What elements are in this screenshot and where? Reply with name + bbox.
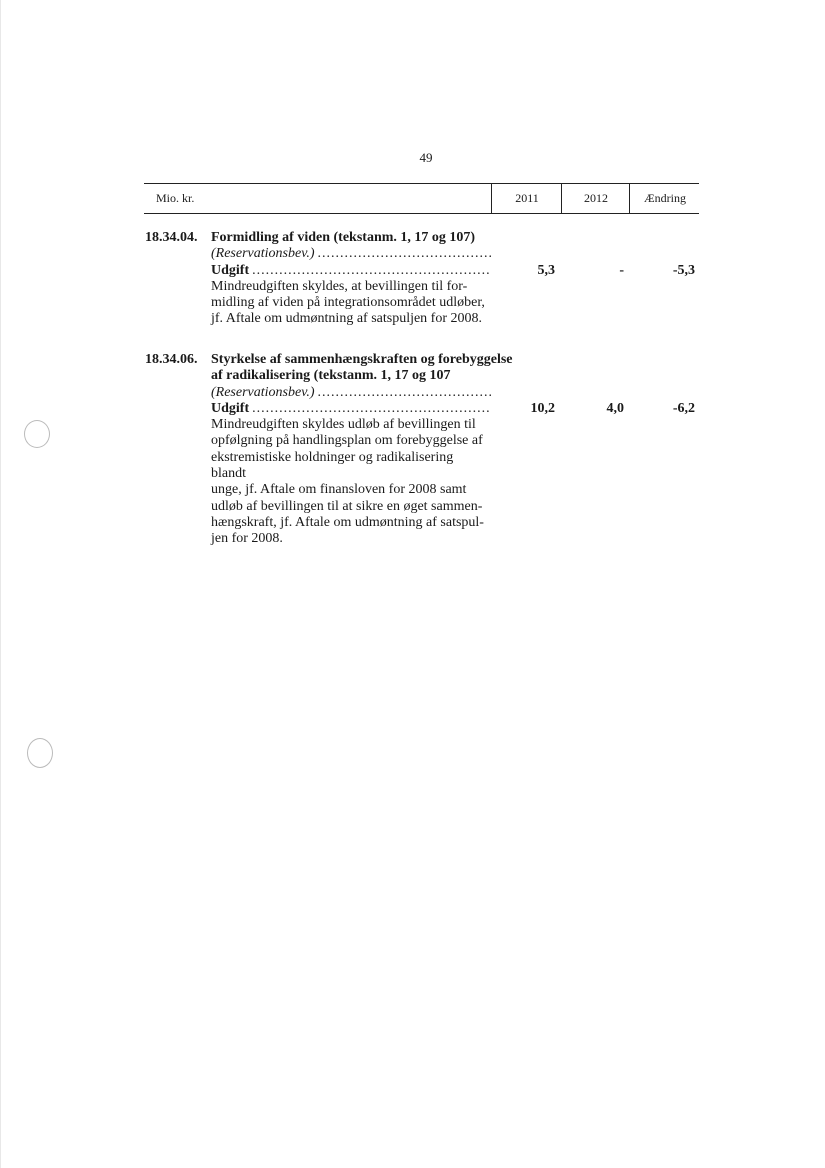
description-line: udløb af bevillingen til at sikre en øget sammen- <box>211 498 483 514</box>
udgift-line <box>211 263 491 279</box>
value-change: -5,3 <box>672 262 695 278</box>
description-line: opfølgning på handlingsplan om forebyggelse af <box>211 433 483 449</box>
leader-dots <box>318 246 491 262</box>
entry-title: Styrkelse af sammenhængskraften og forebyggelse <box>211 352 513 367</box>
column-header-2012: 2012 <box>561 184 630 213</box>
account-code: 18.34.06. <box>145 352 198 367</box>
description-line: jen for 2008. <box>211 531 283 547</box>
description-line: hængskraft, jf. Aftale om udmøntning af satspul- <box>211 514 484 530</box>
leader-dots <box>318 385 491 401</box>
reservation-label: (Reservationsbev.) <box>211 246 315 262</box>
column-header-2011: 2011 <box>491 184 562 213</box>
leader-dots <box>252 401 491 417</box>
leader-dots <box>252 263 491 279</box>
punch-hole-top <box>24 420 50 448</box>
punch-hole-bottom <box>27 738 53 768</box>
description-line: unge, jf. Aftale om finansloven for 2008 samt <box>211 482 467 498</box>
udgift-line <box>211 401 491 417</box>
description-line: Mindreudgiften skyldes udløb af bevillingen til <box>211 417 476 433</box>
account-code: 18.34.04. <box>145 230 198 245</box>
column-header-change: Ændring <box>629 184 700 213</box>
description-line: midling af viden på integrationsområdet udløber, <box>211 295 485 311</box>
entry-title: af radikalisering (tekstanm. 1, 17 og 107 <box>211 368 451 384</box>
description-line: jf. Aftale om udmøntning af satspuljen for 2008. <box>211 311 483 327</box>
entry-description <box>211 417 491 547</box>
udgift-label: Udgift <box>211 400 250 416</box>
value-2012: 4,0 <box>606 400 624 416</box>
unit-label: Mio. kr. <box>156 191 195 205</box>
scan-edge <box>0 0 1 1168</box>
value-2012: - <box>619 262 624 278</box>
value-change: -6,2 <box>672 400 695 416</box>
entry-body <box>211 352 513 548</box>
udgift-label: Udgift <box>211 262 250 278</box>
table-header <box>144 183 699 214</box>
value-2011: 10,2 <box>530 400 555 416</box>
reservation-line <box>211 246 491 262</box>
budget-entry <box>145 230 710 330</box>
reservation-label: (Reservationsbev.) <box>211 384 315 400</box>
page-number: 49 <box>419 150 433 165</box>
description-line: Mindreudgiften skyldes, at bevillingen til for- <box>211 278 468 294</box>
entry-body <box>211 230 491 328</box>
entry-description <box>211 279 491 328</box>
entry-title: Formidling af viden (tekstanm. 1, 17 og 107) <box>211 230 476 245</box>
budget-entry <box>145 352 710 547</box>
value-2011: 5,3 <box>537 262 555 278</box>
description-line: ekstremistiske holdninger og radikalisering blandt <box>211 449 454 482</box>
reservation-line <box>211 385 491 401</box>
